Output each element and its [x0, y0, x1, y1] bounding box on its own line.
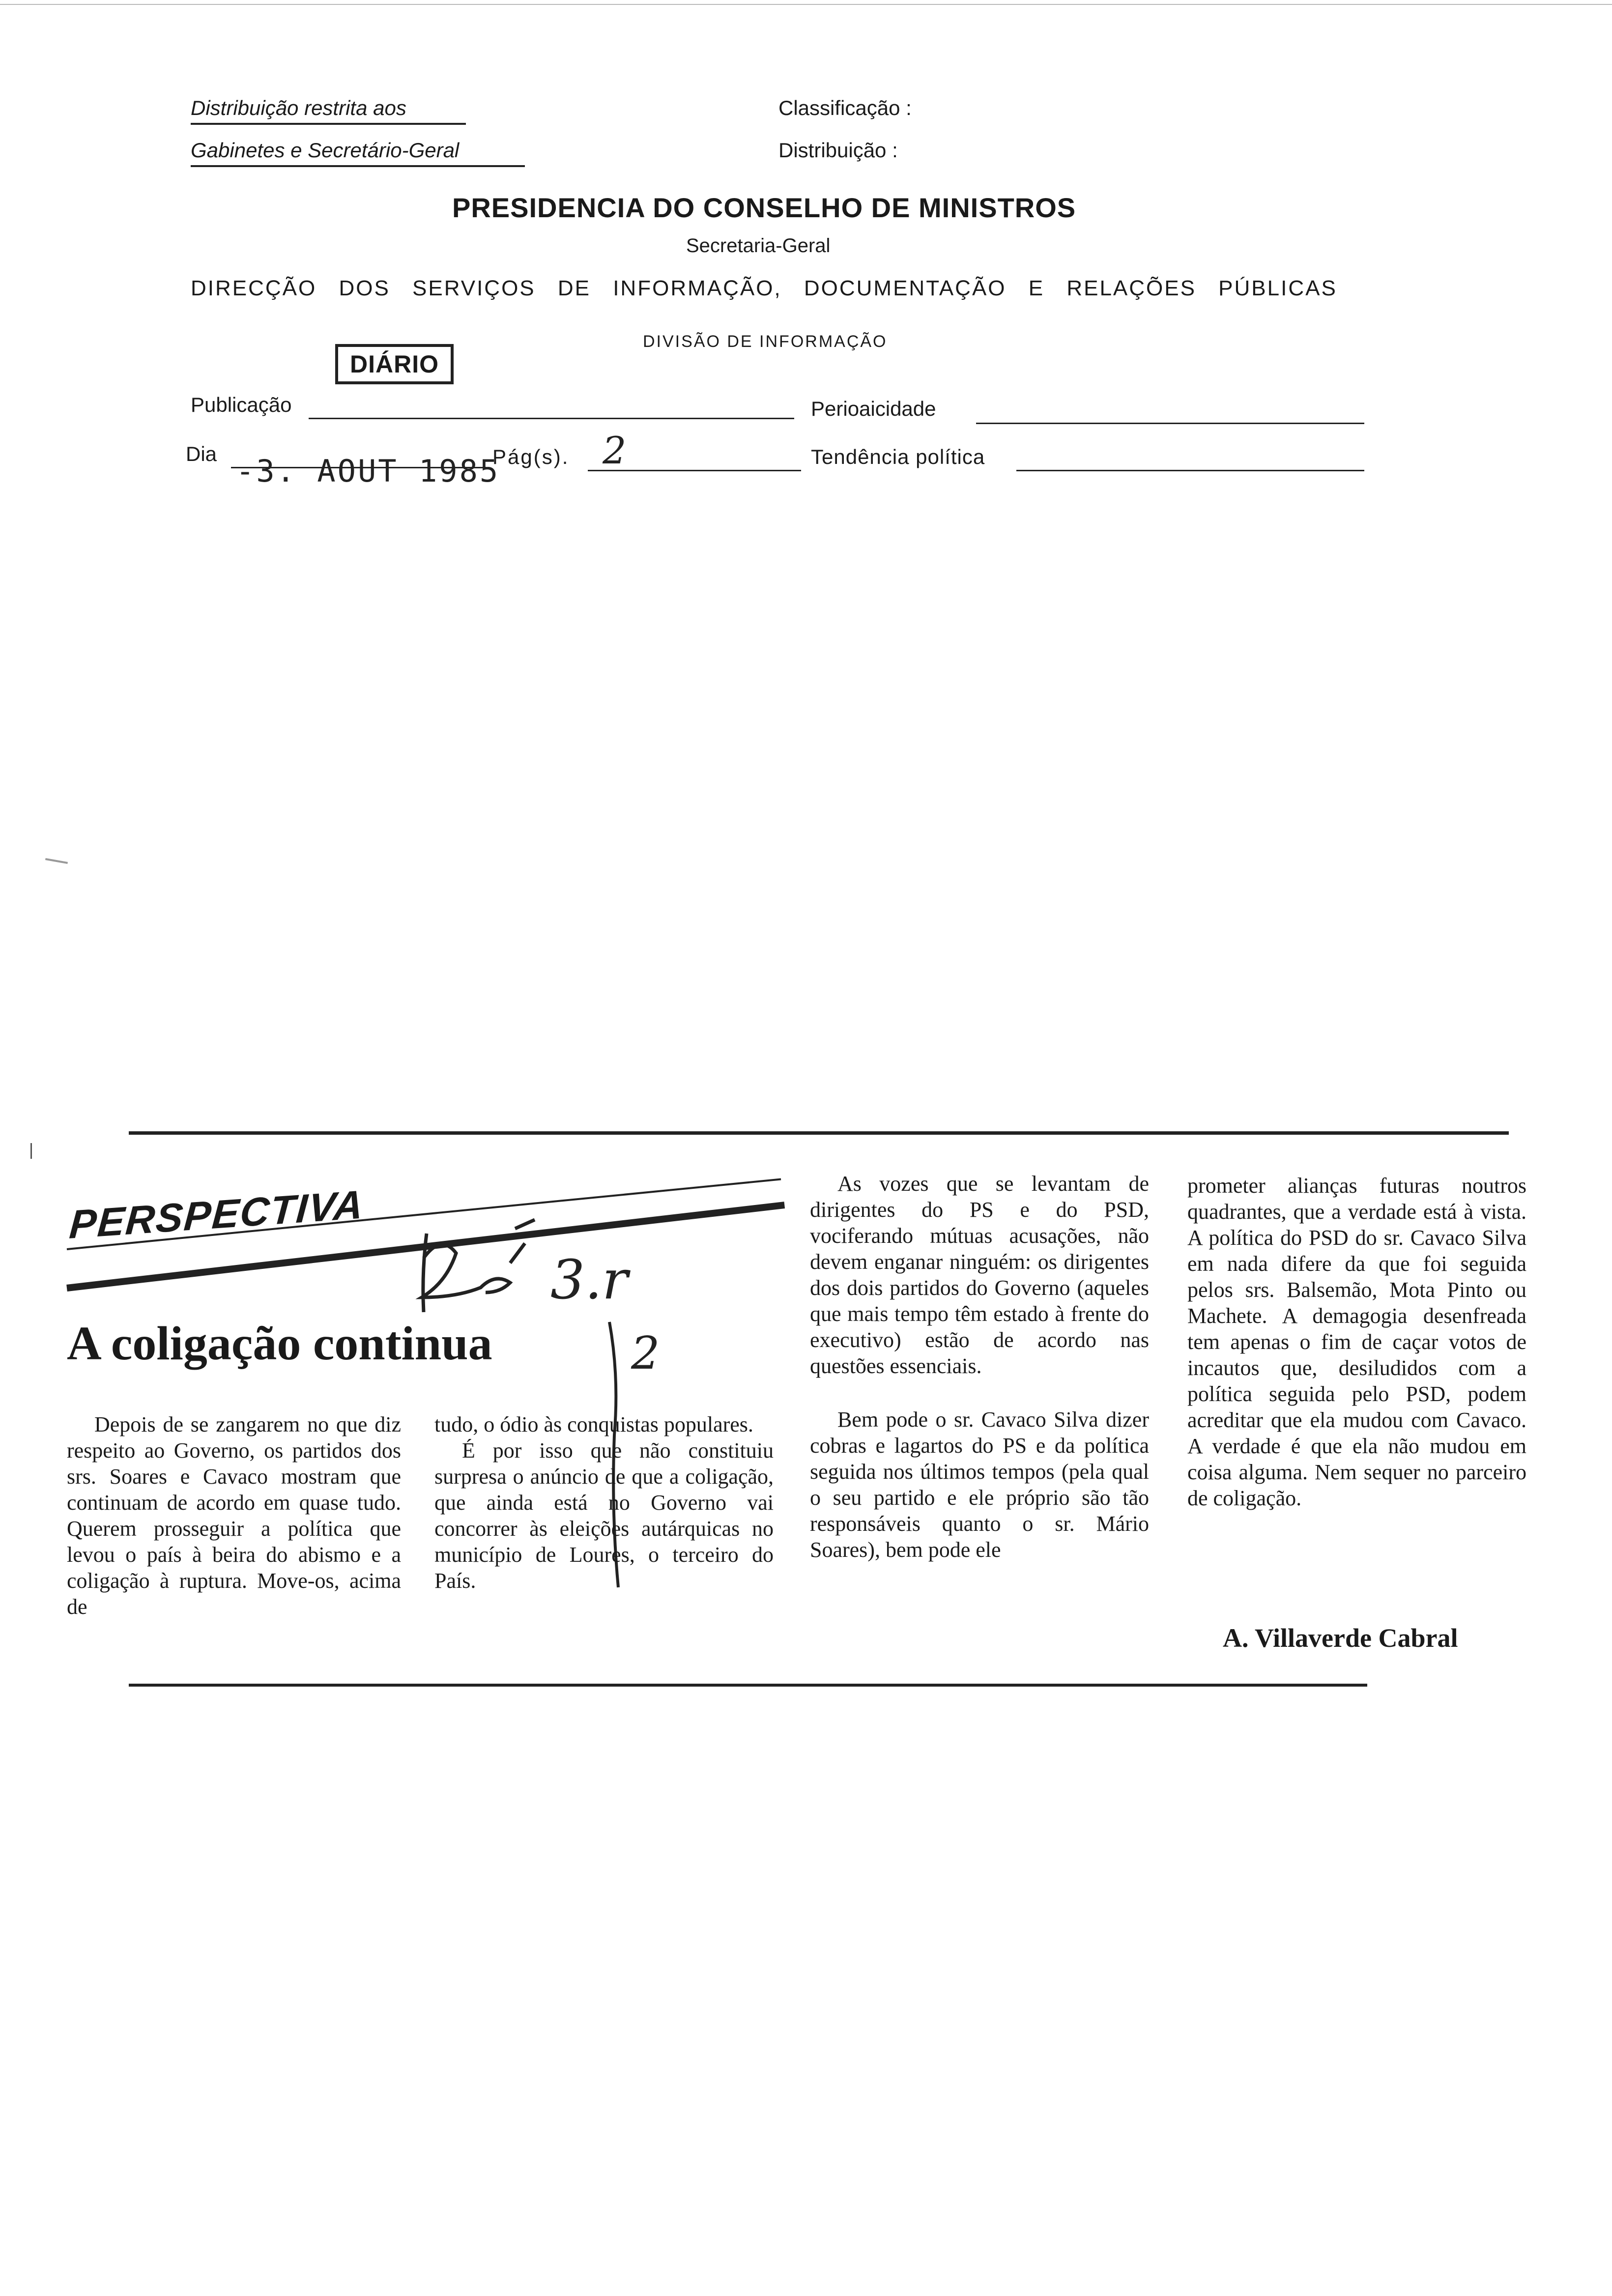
kicker: PERSPECTIVA [68, 1182, 366, 1248]
pages-value: 2 [603, 429, 627, 472]
column-3-paragraph-2: Bem pode o sr. Cavaco Silva dizer cobras e lagartos do PS e da política seguida nos últimos tempos (pela qual o seu partido e ele próprio são tão responsáveis quanto o sr. Mário Soares), bem pode ele [810, 1407, 1149, 1562]
restricted-distribution-line1: Distribuição restrita aos [191, 96, 466, 125]
division-label: DIVISÃO DE INFORMAÇÃO [643, 332, 888, 351]
article-bottom-rule [129, 1684, 1367, 1687]
article-column-3 [810, 1171, 1149, 1563]
handwritten-note-1: 3.r [550, 1248, 628, 1311]
periodicity-field-line [976, 423, 1364, 424]
day-label: Dia [186, 442, 217, 465]
diario-stamp [335, 344, 454, 384]
distribution-label: Distribuição : [778, 139, 898, 162]
org-subtitle: Secretaria-Geral [686, 235, 831, 257]
article-column-4: prometer alianças futuras noutros quadrantes, que a verdade está à vista. A política do PSD do sr. Cavaco Silva em nada difere da que foi seguida pelos srs. Balsemão, Mota Pinto ou Machete. A demagogia desenfreada tem apenas o fim de caçar votos de incautos que, desiludidos com a política seguida pelo PSD, podem acreditar que ela mudou com Cavaco. A verdade é que ela não mudou em coisa alguma. Nem sequer no parceiro de coligação. [1187, 1174, 1526, 1510]
scan-mark [30, 1143, 32, 1159]
periodicity-label: Perioaicidade [811, 397, 936, 420]
handwritten-note-2: 2 [631, 1327, 660, 1379]
column-2-paragraph-2: É por isso que não constituiu surpresa o anúncio de que a coligação, que ainda está no Governo vai concorrer às eleições autárquicas no município de Loures, o terceiro do País. [434, 1438, 774, 1593]
restricted-distribution-line2: Gabinetes e Secretário-Geral [191, 139, 525, 167]
scan-edge-top [0, 4, 1612, 5]
headline: A coligação continua [67, 1317, 492, 1370]
article-column-1: Depois de se zangarem no que diz respeito ao Governo, os partidos dos srs. Soares e Cavaco mostram que continuam de acordo em quase tudo. Querem prosseguir a política que levou o país à beira do abismo e a coligação à ruptura. Move-os, acima de [67, 1412, 401, 1619]
column-3-paragraph-1: As vozes que se levantam de dirigentes do PS e do PSD, vociferando mútuas acusações, não devem enganar ninguém: os dirigentes dos dois partidos do Governo (aqueles que mais tempo têm estado à frente do executivo) estão de acordo nas questões essenciais. [810, 1172, 1149, 1378]
classification-label: Classificação : [778, 96, 912, 119]
article-column-2 [434, 1411, 774, 1594]
scan-mark [45, 858, 68, 864]
article-top-rule [129, 1131, 1509, 1135]
publication-label: Publicação [191, 393, 292, 416]
day-stamp: -3. AOUT 1985 [236, 453, 500, 489]
publication-field-line [309, 418, 794, 419]
directorate-line: DIRECÇÃO DOS SERVIÇOS DE INFORMAÇÃO, DOCUMENTAÇÃO E RELAÇÕES PÚBLICAS [191, 276, 1337, 300]
tendency-field-line [1016, 470, 1364, 471]
column-2-paragraph-1: tudo, o ódio às conquistas populares. [434, 1412, 753, 1436]
publication-stamp: DIÁRIO [335, 344, 454, 384]
byline: A. Villaverde Cabral [1223, 1623, 1458, 1653]
pages-label: Pág(s). [492, 445, 570, 468]
org-title: PRESIDENCIA DO CONSELHO DE MINISTROS [452, 192, 1076, 223]
tendency-label: Tendência política [811, 445, 985, 468]
